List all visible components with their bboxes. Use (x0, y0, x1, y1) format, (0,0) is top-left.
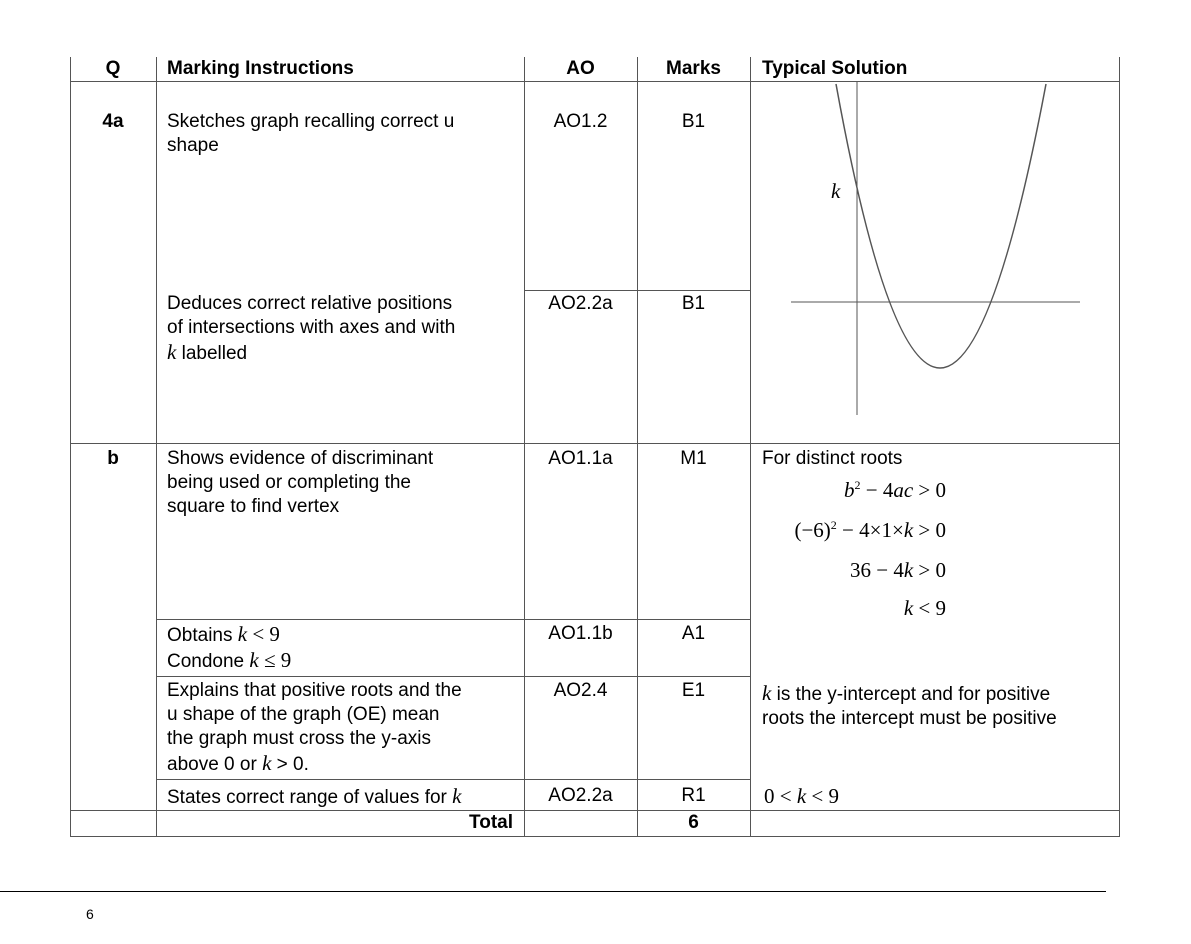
solution-intro: For distinct roots (762, 448, 903, 469)
ao-b-1: AO1.1a (548, 448, 613, 469)
parabola-curve (836, 84, 1046, 368)
k-label: k (831, 179, 841, 203)
header-ao: AO (566, 58, 595, 79)
mark-4a-1: B1 (681, 111, 706, 132)
mark-b-2: A1 (681, 623, 706, 644)
header-q: Q (105, 58, 121, 79)
header-typical-solution: Typical Solution (762, 58, 908, 79)
ao-b-4: AO2.2a (548, 785, 613, 806)
solution-range: 0 < k < 9 (764, 784, 840, 808)
instruction-b-1: Shows evidence of discriminant being used or completing the square to find vertex (167, 448, 434, 517)
footer-rule (0, 891, 1106, 892)
total-label: Total (469, 812, 513, 833)
total-marks: 6 (688, 812, 699, 833)
ao-4a-2: AO2.2a (548, 293, 613, 314)
instruction-4a-2: Deduces correct relative positions of intersections with axes and with k labelled (167, 293, 456, 364)
header-marks: Marks (666, 58, 721, 79)
parabola-sketch (751, 82, 1119, 443)
instruction-b-2: Obtains k < 9 Condone k ≤ 9 (167, 622, 292, 672)
discriminant-working: $b^2 - 4ac > 0$ $(-6)^2 - 4\times 1\times k > 0$ 36 − 4k > 0 k < 9 (794, 478, 946, 620)
page-number: 6 (86, 906, 94, 922)
ao-b-3: AO2.4 (553, 680, 608, 701)
question-label-b: b (107, 448, 119, 469)
question-label-4a: 4a (102, 111, 124, 132)
header-marking-instructions: Marking Instructions (167, 58, 354, 79)
instruction-b-3: Explains that positive roots and the u shape of the graph (OE) mean the graph must cross the y-axis above 0 or k > 0. (167, 680, 462, 775)
instruction-b-4: States correct range of values for k (167, 784, 462, 808)
ao-b-2: AO1.1b (548, 623, 613, 644)
mark-b-4: R1 (681, 785, 706, 806)
instruction-4a-1: Sketches graph recalling correct u shape (167, 111, 455, 156)
solution-explanation: k is the y-intercept and for positive roots the intercept must be positive (762, 681, 1057, 729)
mark-b-3: E1 (681, 680, 706, 701)
ao-4a-1: AO1.2 (553, 111, 608, 132)
mark-b-1: M1 (680, 448, 707, 469)
mark-4a-2: B1 (681, 293, 706, 314)
